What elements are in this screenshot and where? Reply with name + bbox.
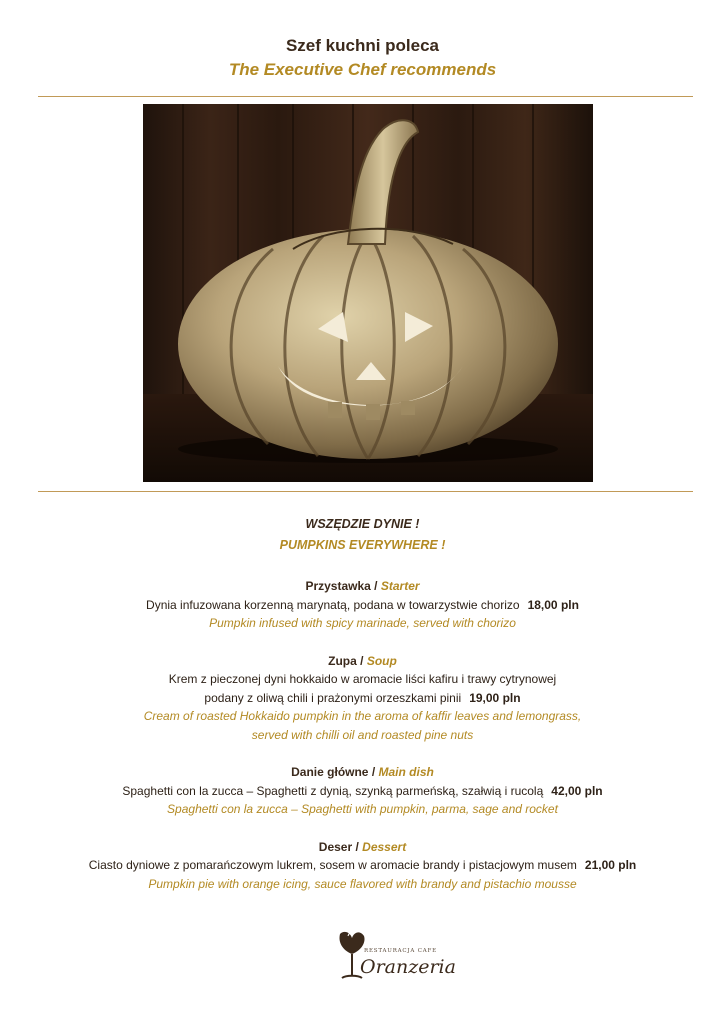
- menu-section: [0, 514, 725, 893]
- course-heading: [0, 652, 725, 671]
- dish-description-en-line1: Cream of roasted Hokkaido pumpkin in the aroma of kaffir leaves and lemongrass,: [143, 709, 582, 723]
- course-heading: [0, 577, 725, 596]
- course-dessert: [0, 838, 725, 894]
- menu-headline-pl: WSZĘDZIE DYNIE !: [305, 517, 420, 531]
- course-soup: [0, 652, 725, 745]
- course-main: [0, 763, 725, 819]
- course-label-en: Dessert: [362, 839, 407, 854]
- page-subtitle: The Executive Chef recommends: [228, 60, 497, 79]
- logo-main-text: Oranzeria: [360, 956, 456, 978]
- dish-text: podany z oliwą chili i prażonymi orzeszkami pinii: [204, 690, 462, 705]
- middle-divider: [38, 491, 693, 492]
- dish-text: Ciasto dyniowe z pomarańczowym lukrem, sosem w aromacie brandy i pistacjowym musem: [88, 858, 577, 872]
- dish-price: 18,00 pln: [527, 597, 579, 612]
- dish-description-pl-line1: Krem z pieczonej dyni hokkaido w aromacie liści kafiru i trawy cytrynowej: [168, 672, 557, 686]
- dish-description-pl: [0, 782, 725, 801]
- dish-description-pl-line2: [0, 689, 725, 708]
- course-separator: /: [371, 765, 376, 779]
- page-header: [0, 34, 725, 82]
- dish-description-en: Pumpkin infused with spicy marinade, served with chorizo: [209, 616, 516, 630]
- course-label-en: Soup: [366, 653, 397, 668]
- jack-o-lantern-photo: [143, 104, 593, 482]
- course-label-pl: Zupa: [328, 653, 357, 668]
- page-title: Szef kuchni poleca: [285, 36, 440, 55]
- restaurant-logo: [334, 928, 456, 988]
- course-label-en: Main dish: [378, 765, 434, 779]
- logo-small-text: RESTAURACJA CAFE: [364, 948, 437, 954]
- top-divider: [38, 96, 693, 97]
- dish-description-pl: [0, 596, 725, 615]
- course-label-pl: Danie główne: [291, 765, 369, 779]
- course-label-en: Starter: [380, 579, 420, 593]
- course-starter: [0, 577, 725, 633]
- dish-description-pl: [0, 856, 725, 875]
- dish-description-en: Pumpkin pie with orange icing, sauce flavored with brandy and pistachio mousse: [148, 876, 577, 891]
- dish-description-en: Spaghetti con la zucca – Spaghetti with pumpkin, parma, sage and rocket: [167, 802, 558, 816]
- dish-text: Spaghetti con la zucca – Spaghetti z dynią, szynką parmeńską, szałwią i rucolą: [122, 783, 544, 798]
- course-separator: /: [374, 579, 378, 593]
- dish-price: 42,00 pln: [551, 783, 603, 798]
- menu-headline-en: PUMPKINS EVERYWHERE !: [279, 538, 446, 552]
- course-heading: [0, 838, 725, 857]
- course-label-pl: Deser: [318, 839, 353, 854]
- course-label-pl: Przystawka: [305, 579, 371, 593]
- course-separator: /: [360, 653, 364, 668]
- dish-price: 19,00 pln: [469, 690, 521, 705]
- dish-text: Dynia infuzowana korzenną marynatą, podana w towarzystwie chorizo: [146, 597, 520, 612]
- dish-description-en-line2: served with chilli oil and roasted pine nuts: [251, 727, 474, 742]
- course-heading: [0, 763, 725, 782]
- course-separator: /: [355, 839, 359, 854]
- dish-price: 21,00 pln: [584, 858, 637, 872]
